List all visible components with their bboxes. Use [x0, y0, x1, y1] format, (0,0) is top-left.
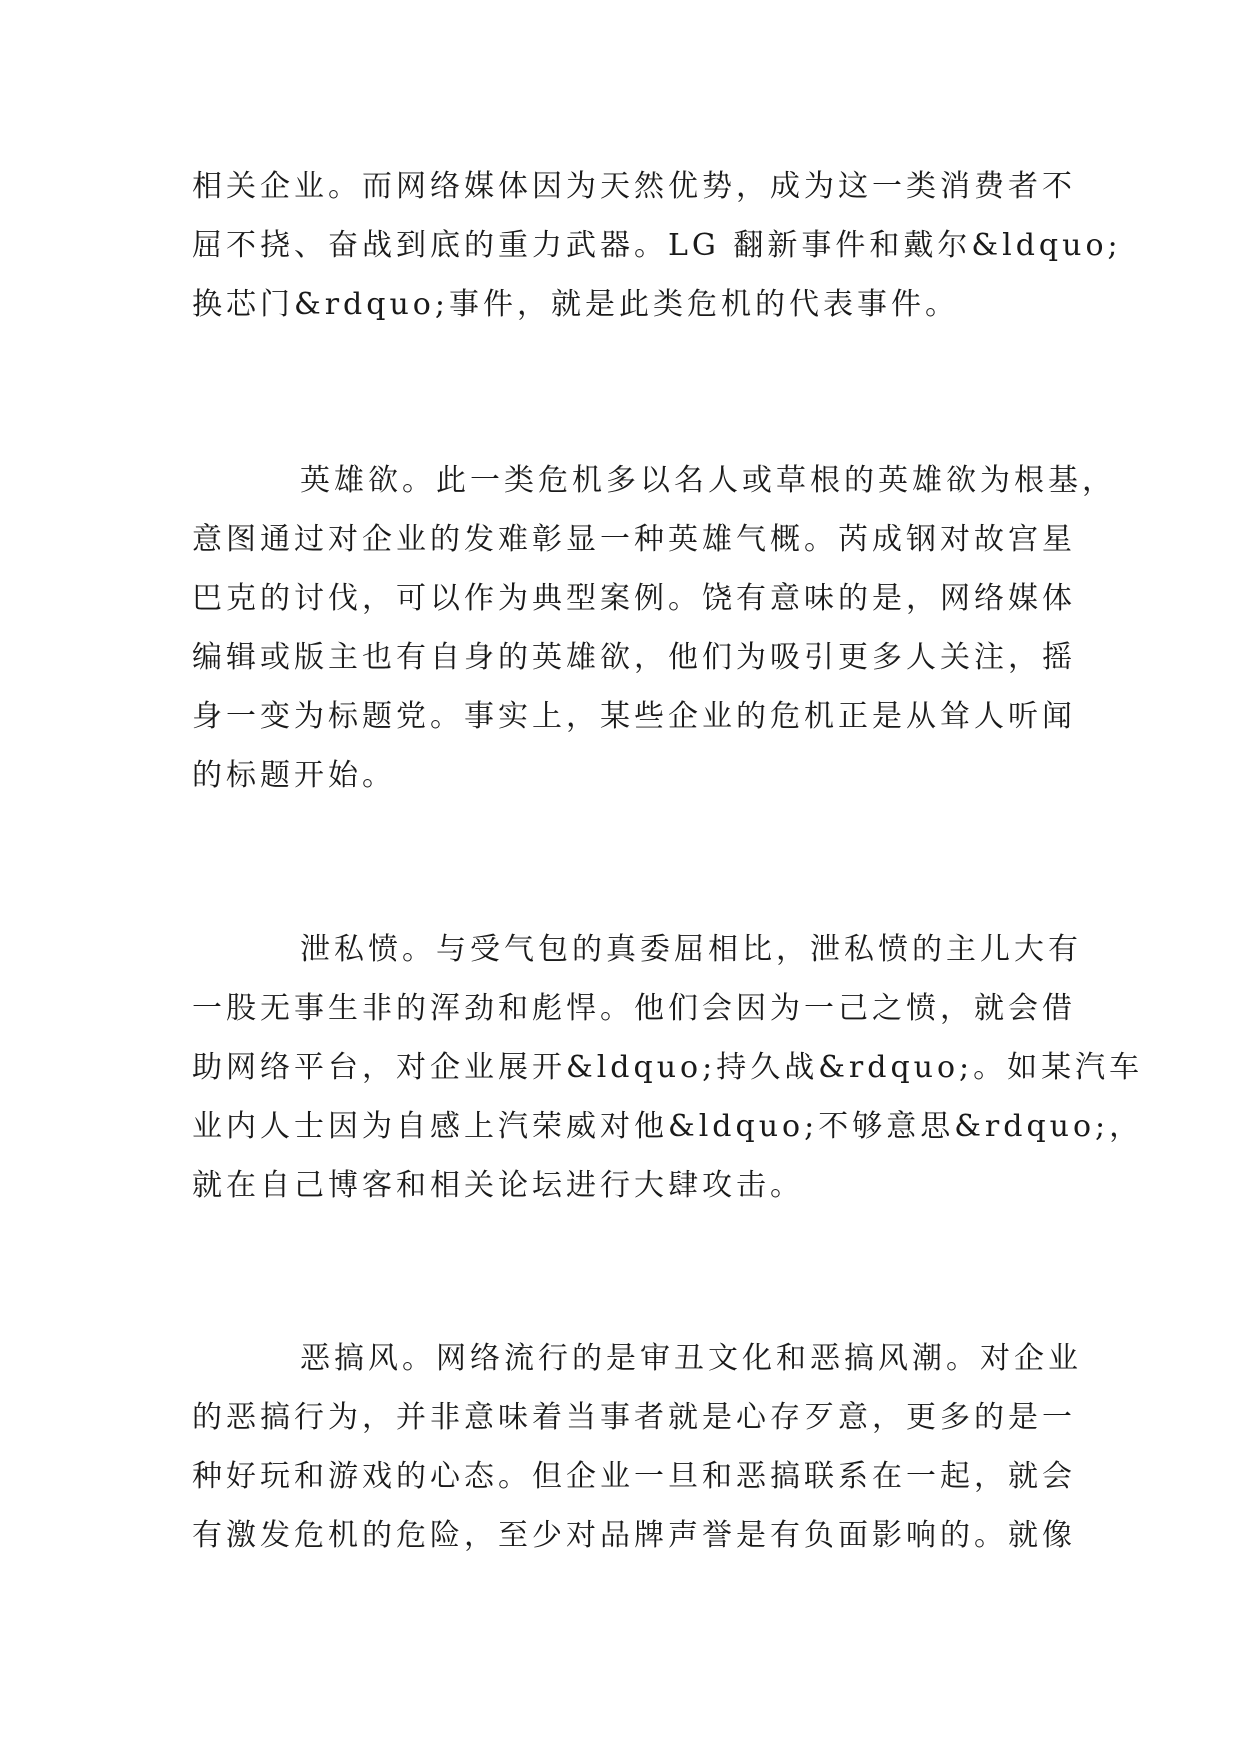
paragraph-hero-desire: [192, 451, 1116, 805]
paragraph-line: 泄私愤。与受气包的真委屈相比，泄私愤的主儿大有: [300, 932, 1082, 967]
paragraph-line: 巴克的讨伐，可以作为典型案例。饶有意味的是，网络媒体: [192, 581, 1076, 616]
paragraph-line: 换芯门&rdquo;事件，就是此类危机的代表事件。: [192, 287, 959, 322]
paragraph-line: 就在自己博客和相关论坛进行大肆攻击。: [192, 1168, 804, 1203]
paragraph-line: 恶搞风。网络流行的是审丑文化和恶搞风潮。对企业: [300, 1341, 1082, 1376]
paragraph-line: 意图通过对企业的发难彰显一种英雄气概。芮成钢对故宫星: [192, 522, 1076, 557]
paragraph-line: 一股无事生非的浑劲和彪悍。他们会因为一己之愤，就会借: [192, 991, 1076, 1026]
paragraph-consumer-weapon: [192, 157, 1122, 334]
paragraph-line: 助网络平台，对企业展开&ldquo;持久战&rdquo;。如某汽车: [192, 1050, 1144, 1085]
paragraph-line: 有激发危机的危险，至少对品牌声誉是有负面影响的。就像: [192, 1518, 1076, 1553]
paragraph-line: 相关企业。而网络媒体因为天然优势，成为这一类消费者不: [192, 169, 1076, 204]
paragraph-line: 编辑或版主也有自身的英雄欲，他们为吸引更多人关注，摇: [192, 640, 1076, 675]
paragraph-line: 的标题开始。: [192, 758, 396, 793]
paragraph-line: 英雄欲。此一类危机多以名人或草根的英雄欲为根基，: [300, 463, 1116, 498]
paragraph-line: 屈不挠、奋战到底的重力武器。LG 翻新事件和戴尔&ldquo;: [192, 228, 1122, 263]
paragraph-line: 的恶搞行为，并非意味着当事者就是心存歹意，更多的是一: [192, 1400, 1076, 1435]
paragraph-personal-grudge: [192, 920, 1144, 1215]
paragraph-line: 种好玩和游戏的心态。但企业一旦和恶搞联系在一起，就会: [192, 1459, 1076, 1494]
paragraph-line: 身一变为标题党。事实上，某些企业的危机正是从耸人听闻: [192, 699, 1076, 734]
paragraph-line: 业内人士因为自感上汽荣威对他&ldquo;不够意思&rdquo;，: [192, 1109, 1144, 1144]
paragraph-spoof-trend: [192, 1329, 1082, 1565]
